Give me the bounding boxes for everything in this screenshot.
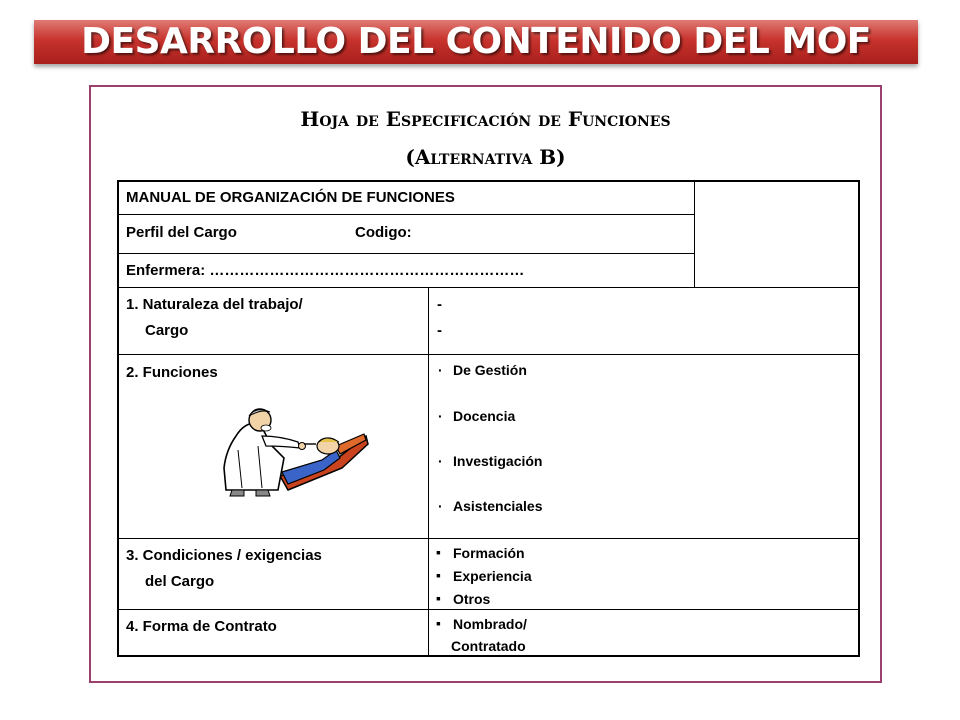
- sheet-subtitle: (Alternativa B): [405, 145, 566, 169]
- contrato-item-cont: Contratado: [451, 638, 526, 654]
- funcion-item: De Gestión: [453, 362, 527, 378]
- condicion-item: Experiencia: [453, 568, 532, 584]
- funcion-item: Investigación: [453, 453, 543, 469]
- naturaleza-item: -: [437, 322, 442, 339]
- sheet-title: Hoja de Especificación de Funciones: [300, 107, 671, 131]
- list-bullet: ▪: [436, 567, 441, 583]
- list-bullet: ·: [438, 408, 443, 424]
- list-bullet: ▪: [436, 590, 441, 606]
- list-bullet: ▪: [436, 544, 441, 560]
- list-bullet: ▪: [436, 615, 441, 631]
- condicion-item: Otros: [453, 591, 491, 607]
- list-bullet: ·: [438, 498, 443, 514]
- naturaleza-label-cont: Cargo: [145, 322, 189, 339]
- condiciones-label: 3. Condiciones / exigencias: [126, 547, 322, 564]
- title-banner: [34, 20, 918, 64]
- funcion-item: Asistenciales: [453, 498, 543, 514]
- funcion-item: Docencia: [453, 408, 516, 424]
- enfermera-label: Enfermera: ………………………………………………………: [126, 262, 525, 279]
- banner-title: DESARROLLO DEL CONTENIDO DEL MOF: [81, 21, 871, 62]
- contrato-label: 4. Forma de Contrato: [126, 618, 277, 635]
- manual-title: MANUAL DE ORGANIZACIÓN DE FUNCIONES: [126, 189, 455, 206]
- list-bullet: ·: [438, 362, 443, 378]
- funciones-label: 2. Funciones: [126, 364, 218, 381]
- contrato-item: Nombrado/: [453, 616, 527, 632]
- perfil-label: Perfil del Cargo: [126, 224, 237, 241]
- list-bullet: ·: [438, 453, 443, 469]
- condicion-item: Formación: [453, 545, 525, 561]
- codigo-label: Codigo:: [355, 224, 412, 241]
- dentist-clipart: [218, 406, 370, 498]
- naturaleza-item: -: [437, 296, 442, 313]
- naturaleza-label: 1. Naturaleza del trabajo/: [126, 296, 303, 313]
- condiciones-label-cont: del Cargo: [145, 573, 215, 590]
